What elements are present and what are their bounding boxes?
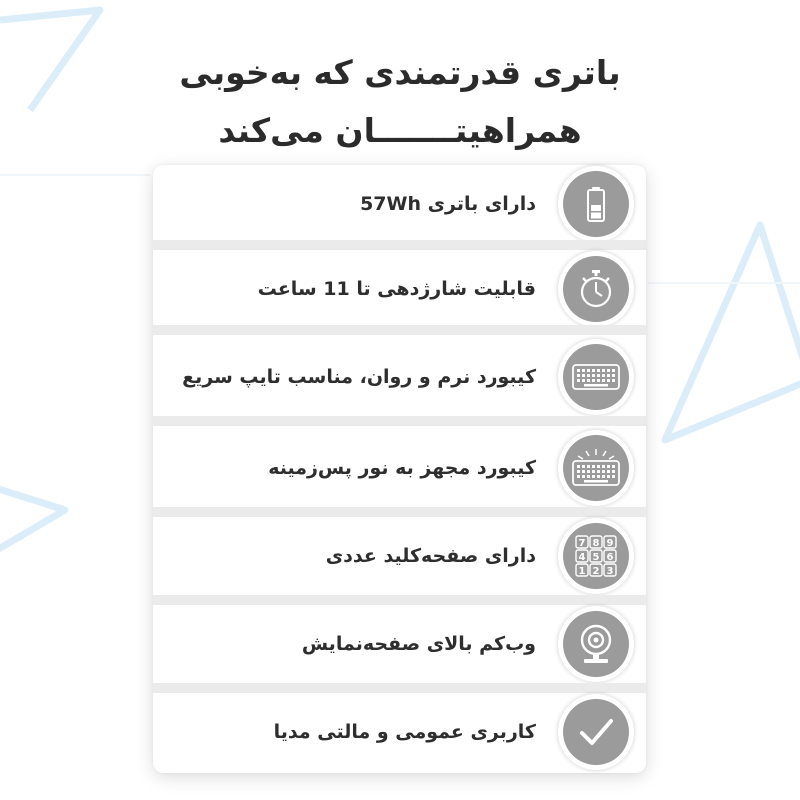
row-divider bbox=[153, 325, 646, 335]
feature-label: کاربری عمومی و مالتی مدیا bbox=[273, 721, 536, 743]
feature-label: دارای باتری 57Wh bbox=[360, 193, 536, 215]
feature-label: کیبورد نرم و روان، مناسب تایپ سریع bbox=[182, 366, 536, 388]
numpad-key: 9 bbox=[606, 538, 614, 549]
feature-label: دارای صفحه‌کلید عددی bbox=[325, 545, 536, 567]
feature-row-general-use bbox=[153, 693, 646, 771]
row-divider bbox=[153, 240, 646, 250]
icon-badge bbox=[558, 430, 634, 506]
feature-row-numpad bbox=[153, 517, 646, 595]
feature-label: وب‌کم بالای صفحه‌نمایش bbox=[301, 633, 536, 655]
checkmark-icon bbox=[563, 699, 629, 765]
feature-card bbox=[153, 165, 646, 773]
row-divider bbox=[153, 507, 646, 517]
feature-label: کیبورد مجهز به نور پس‌زمینه bbox=[268, 457, 536, 479]
numpad-key: 4 bbox=[578, 552, 586, 563]
page-title bbox=[0, 44, 800, 160]
feature-row-battery bbox=[153, 168, 646, 240]
title-line-1: باتری قدرتمندی که به‌خوبی bbox=[179, 53, 621, 92]
row-divider bbox=[153, 683, 646, 693]
icon-badge bbox=[558, 606, 634, 682]
numpad-key: 5 bbox=[592, 552, 600, 563]
row-divider bbox=[153, 595, 646, 605]
numpad-key: 3 bbox=[606, 566, 614, 577]
icon-badge bbox=[558, 166, 634, 242]
keyboard-icon bbox=[563, 344, 629, 410]
icon-badge bbox=[558, 694, 634, 770]
numpad-icon bbox=[563, 523, 629, 589]
feature-row-webcam bbox=[153, 605, 646, 683]
numpad-key: 8 bbox=[592, 538, 600, 549]
icon-badge bbox=[558, 339, 634, 415]
webcam-icon bbox=[563, 611, 629, 677]
feature-label: قابلیت شارژدهی تا 11 ساعت bbox=[257, 278, 536, 300]
feature-row-keyboard bbox=[153, 338, 646, 416]
backlit-keyboard-icon bbox=[563, 435, 629, 501]
feature-row-backlit bbox=[153, 429, 646, 507]
numpad-key: 1 bbox=[578, 566, 586, 577]
numpad-key: 6 bbox=[606, 552, 614, 563]
numpad-key: 7 bbox=[578, 538, 586, 549]
stopwatch-icon bbox=[563, 256, 629, 322]
icon-badge bbox=[558, 251, 634, 327]
title-line-2: همراهیتـــــــان می‌کند bbox=[218, 111, 582, 150]
numpad-key: 2 bbox=[592, 566, 600, 577]
icon-badge bbox=[558, 518, 634, 594]
feature-row-charge-time bbox=[153, 253, 646, 325]
battery-icon bbox=[563, 171, 629, 237]
row-divider bbox=[153, 416, 646, 426]
